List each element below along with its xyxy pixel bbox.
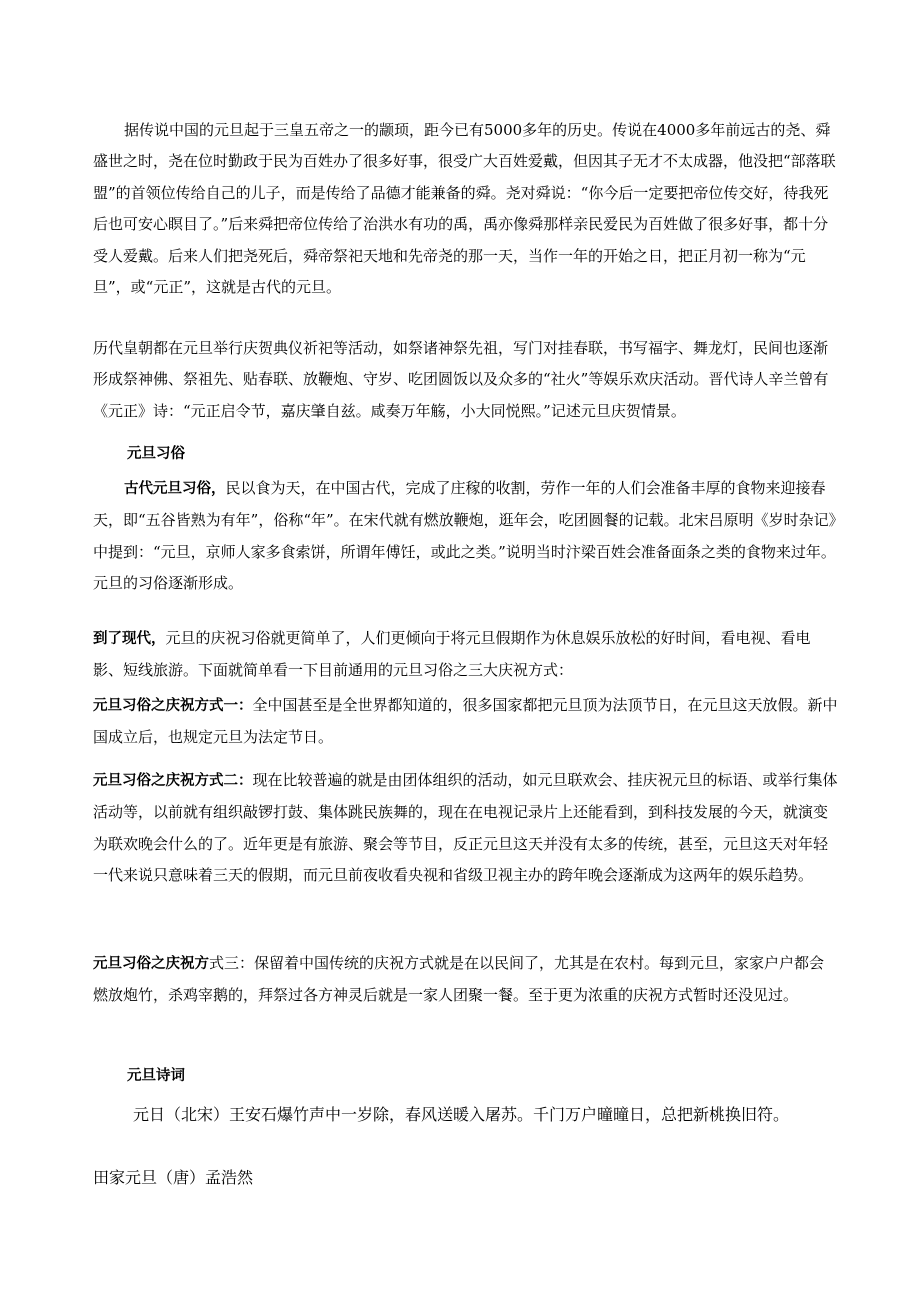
bold-lead-ancient: 古代元旦习俗， <box>124 481 226 497</box>
bold-lead-modern: 到了现代， <box>93 631 166 647</box>
bold-lead-way-one: 元旦习俗之庆祝方式一： <box>93 698 253 714</box>
heading-customs: 元旦习俗 <box>127 446 185 462</box>
text-ancient: 民以食为天，在中国古代，完成了庄稼的收割，劳作一年的人们会准备丰厚的食物来迎接春天，即“五谷皆熟为有年”，俗称“年”。在宋代就有燃放鞭炮，逛年会，吃团圆餐的记载。北宋吕原明《岁时杂记》中提到：“元旦，京师人家多食索饼，所谓年傅饪，或此之类。”说明当时汴梁百姓会准备面条之类的食物来过年。元旦的习俗逐渐形成。 <box>93 479 837 593</box>
paragraph-way-one <box>93 690 838 754</box>
poem-yuanri: 元日（北宋）王安石爆竹声中一岁除，春风送暖入屠苏。千门万户曈曈日，总把新桃换旧符。 <box>133 1105 790 1124</box>
paragraph-modern <box>93 623 838 687</box>
text-way-one: 全中国甚至是全世界都知道的，很多国家都把元旦顶为法顶节日，在元旦这天放假。新中国成立后，也规定元旦为法定节日。 <box>93 696 838 747</box>
bold-lead-way-two: 元旦习俗之庆祝方式二： <box>93 773 253 789</box>
heading-poems: 元旦诗词 <box>127 1068 185 1084</box>
paragraph-way-two <box>93 765 838 892</box>
bold-lead-way-three: 元旦习俗之庆祝方 <box>93 956 209 972</box>
poem-tianjia-title: 田家元旦（唐）孟浩然 <box>93 1168 254 1187</box>
text-way-three: 式三：保留着中国传统的庆祝方式就是在以民间了，尤其是在农村。每到元旦，家家户户都会燃放炮竹，杀鸡宰鹅的，拜祭过各方神灵后就是一家人团聚一餐。至于更为浓重的庆祝方式暂时还没见过。 <box>93 954 825 1005</box>
paragraph-dynasties: 历代皇朝都在元旦举行庆贺典仪祈祀等活动，如祭诸神祭先祖，写门对挂春联，书写福字、舞龙灯，民间也逐渐形成祭神佛、祭祖先、贴春联、放鞭炮、守岁、吃团圆饭以及众多的“社火”等娱乐欢庆活动。晋代诗人辛兰曾有《元正》诗：“元正启令节，嘉庆肇自兹。咸奏万年觞，小大同悦熙。”记述元旦庆贺情景。 <box>93 339 829 420</box>
text-way-two: 现在比较普遍的就是由团体组织的活动，如元旦联欢会、挂庆祝元旦的标语、或举行集体活动等，以前就有组织敲锣打鼓、集体跳民族舞的，现在在电视记录片上还能看到，到科技发展的今天，就演变为联欢晚会什么的了。近年更是有旅游、聚会等节目，反正元旦这天并没有太多的传统，甚至，元旦这天对年轻一代来说只意味着三天的假期，而元旦前夜收看央视和省级卫视主办的跨年晚会逐渐成为这两年的娱乐趋势。 <box>93 771 838 885</box>
paragraph-ancient-customs <box>93 473 838 600</box>
paragraph-way-three <box>93 948 838 1012</box>
text-modern: 元旦的庆祝习俗就更简单了，人们更倾向于将元旦假期作为休息娱乐放松的好时间，看电视、看电影、短线旅游。下面就简单看一下目前通用的元旦习俗之三大庆祝方式： <box>93 629 811 680</box>
paragraph-origin: 据传说中国的元旦起于三皇五帝之一的颛顼，距今已有5000多年的历史。传说在4000多年前远古的尧、舜盛世之时，尧在位时勤政于民为百姓办了很多好事，很受广大百姓爱戴，但因其子无才不太成器，他没把“部落联盟”的首领位传给自己的儿子，而是传给了品德才能兼备的舜。尧对舜说：“你今后一定要把帝位传交好，待我死后也可安心瞑目了。”后来舜把帝位传给了治洪水有功的禹，禹亦像舜那样亲民爱民为百姓做了很多好事，都十分受人爱戴。后来人们把尧死后，舜帝祭祀天地和先帝尧的那一天，当作一年的开始之日，把正月初一称为“元旦”，或“元正”，这就是古代的元旦。 <box>93 121 836 297</box>
